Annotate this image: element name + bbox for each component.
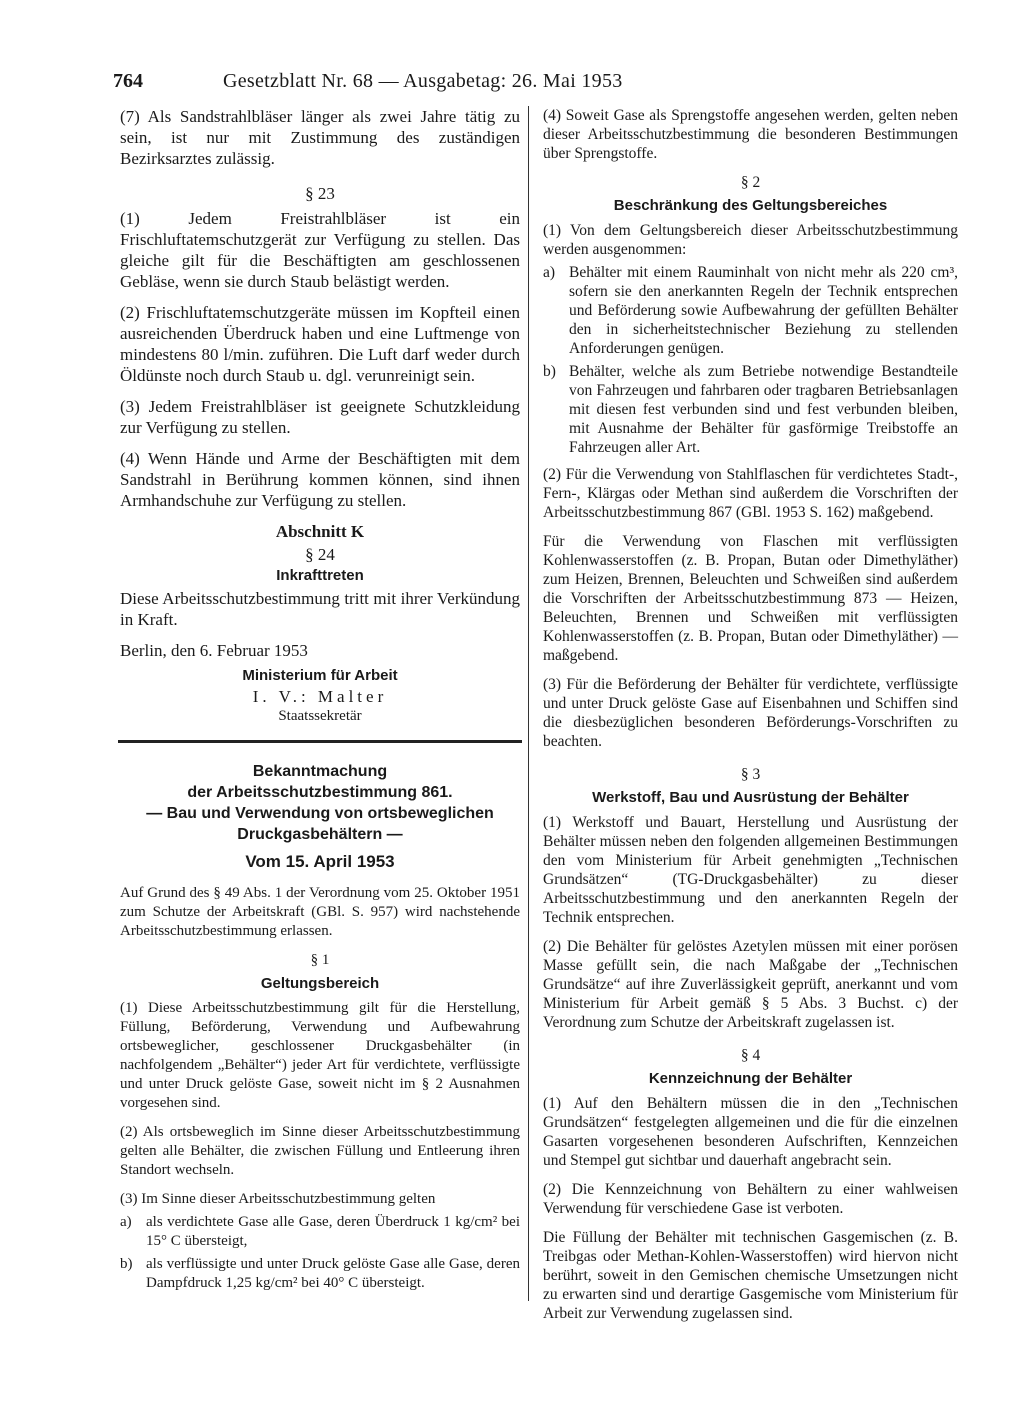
announcement-date: Vom 15. April 1953 <box>245 852 395 871</box>
intro-paragraph: Auf Grund des § 49 Abs. 1 der Verordnung vom 25. Oktober 1951 zum Schutze der Arbeitskraft (GBl. S. 957) wird nachstehende Arbeitsschutzbestimmung erlassen. <box>120 885 520 939</box>
paragraph-3-2: (2) Die Behälter für gelöstes Azetylen müssen mit einer porösen Masse gefüllt sein, die nach Maßgabe der „Technischen Grundsätze“ auf ihre Zuverlässigkeit geprüft, anerkannt und vom Ministerium für Arbeit gemäß § 5 Abs. 3 Buchst. c) der Verordnung zum Schutze der Arbeitskraft zugelassen ist. <box>543 938 958 1031</box>
paragraph-4-3: Die Füllung der Behälter mit technischen Gasgemischen (z. B. Treibgas oder Methan-Kohlen-Wasserstoffen) wird hiervon nicht berührt, soweit in den Gemischen chemische Umsetzungen nicht zu erwarten sind und derartige Gasgemische vom Ministerium für Arbeit zur Verwendung zugelassen sind. <box>543 1229 958 1322</box>
section-separator <box>118 740 522 743</box>
paragraph-1-4: (4) Soweit Gase als Sprengstoffe angesehen werden, gelten neben dieser Arbeitsschutzbestimmung die besonderen Bestimmungen über Sprengstoffe. <box>543 107 958 162</box>
list-text: als verflüssigte und unter Druck gelöste Gase alle Gase, deren Dampfdruck 1,25 kg/cm² bei 40° C übersteigt. <box>146 1256 520 1291</box>
paragraph-24: Diese Arbeitsschutzbestimmung tritt mit ihrer Verkündung in Kraft. <box>120 589 520 629</box>
signer-role: Staatssekretär <box>278 708 362 724</box>
list-text: als verdichtete Gase alle Gase, deren Überdruck 1 kg/cm² bei 15° C übersteigt, <box>146 1214 520 1249</box>
paragraph-3-1: (1) Werkstoff und Bauart, Herstellung und Ausrüstung der Behälter müssen neben den folgenden allgemeinen Bestimmungen den vom Ministerium für Arbeit genehmigten „Technischen Grundsätzen“ (TG-Druckgasbehälter) zu dieser Arbeitsschutzbestimmung und den anerkannten Regeln der Technik entsprechen. <box>543 814 958 926</box>
section-3-heading: § 3 <box>740 766 761 783</box>
column-divider <box>528 106 529 1301</box>
paragraph-23-4: (4) Wenn Hände und Arme der Beschäftigten mit dem Sandstrahl in Berührung kommen können, sind ihnen Armhandschuhe zur Verfügung zu stellen. <box>120 449 520 510</box>
paragraph-23-1: (1) Jedem Freistrahlbläser ist ein Frischluftatemschutzgerät zur Verfügung zu stellen. Das gleiche gilt für die Beschäftigten am geschlossenen Gebläse, wenn sie durch Staub belästigt werden. <box>120 209 520 291</box>
list-item-1b <box>120 1255 520 1293</box>
running-title: Gesetzblatt Nr. 68 — Ausgabetag: 26. Mai 1953 <box>223 70 623 92</box>
section-4-heading: § 4 <box>740 1047 761 1064</box>
paragraph-23-2: (2) Frischluftatemschutzgeräte müssen im Kopfteil einen ausreichenden Überdruck haben und eine Luftmenge von mindestens 80 l/min. zuführen. Die Luft darf weder durch Öldünste noch durch Staub u. dgl. verunreinigt sein. <box>120 303 520 385</box>
paragraph-2-1: (1) Von dem Geltungsbereich dieser Arbeitsschutzbestimmung werden ausgenommen: <box>543 222 958 258</box>
announcement-title-line1: Bekanntmachung <box>252 763 388 780</box>
section-24-heading: § 24 <box>305 545 335 564</box>
announcement-title-line2: der Arbeitsschutzbestimmung 861. <box>187 784 453 801</box>
left-column <box>120 106 520 1297</box>
announcement-title-line4: Druckgasbehältern — <box>237 826 403 843</box>
list-text: Behälter mit einem Rauminhalt von nicht mehr als 220 cm³, sofern sie den anerkannten Regeln der Technik entsprechen und Beförderung sowie Aufbewahrung der gefüllten Behälter den in sicherheitstechnischer Beziehung zu stellenden Anforderungen genügen. <box>569 264 958 357</box>
paragraph-4-2: (2) Die Kennzeichnung von Behältern zu einer wahlweisen Verwendung für verschiedene Gase ist verboten. <box>543 1181 958 1217</box>
page-number: 764 <box>113 70 143 92</box>
paragraph-23-3: (3) Jedem Freistrahlbläser ist geeignete Schutzkleidung zur Verfügung zu stellen. <box>120 397 520 437</box>
ministry-name: Ministerium für Arbeit <box>242 667 398 684</box>
right-column <box>543 106 958 1333</box>
paragraph-2-2b: Für die Verwendung von Flaschen mit verflüssigten Kohlenwasserstoffen (z. B. Propan, Butan oder Dimethyläther) zum Heizen, Brennen, Beleuchten und Schweißen sind außerdem die Vorschriften der Arbeitsschutzbestimmung 873 — Heizen, Beleuchten, Brennen und Schweißen mit verflüssigten Kohlenwasserstoffen (z. B. Propan, Butan oder Dimethyläther) — maßgebend. <box>543 533 958 664</box>
paragraph-4-1: (1) Auf den Behältern müssen die in den „Technischen Grundsätzen“ festgelegten allgemeinen und die für die einzelnen Gasarten vorgesehenen besonderen Aufschriften, Kennzeichen und Stempel gut sichtbar und dauerhaft angebracht sein. <box>543 1095 958 1169</box>
list-label: a) <box>120 1214 132 1230</box>
paragraph-1-3: (3) Im Sinne dieser Arbeitsschutzbestimmung gelten <box>120 1191 436 1207</box>
list-label: b) <box>120 1256 133 1272</box>
section-4-title: Kennzeichnung der Behälter <box>648 1070 853 1087</box>
section-23-heading: § 23 <box>305 184 335 203</box>
paragraph-2-2: (2) Für die Verwendung von Stahlflaschen für verdichtetes Stadt-, Fern-, Klärgas oder Methan sind außerdem die Vorschriften der Arbeitsschutzbestimmung 867 (GBl. 1953 S. 162) maßgebend. <box>543 466 958 521</box>
signer-name: I. V.: Malter <box>252 687 388 706</box>
section-1-heading: § 1 <box>310 952 330 968</box>
announcement-body <box>120 884 520 1293</box>
abschnitt-heading: Abschnitt K <box>275 522 365 541</box>
list-item-1a <box>120 1213 520 1251</box>
place-date: Berlin, den 6. Februar 1953 <box>120 641 308 660</box>
announcement-title-line3: — Bau und Verwendung von ortsbeweglichen <box>146 805 494 822</box>
page-header <box>113 70 765 93</box>
list-item-2b <box>543 362 958 457</box>
paragraph-2-3: (3) Für die Beförderung der Behälter für verdichtete, verflüssigte und unter Druck gelöste Gase auf Eisenbahnen und Schiffen sind die diesbezüglichen besonderen Beförderungs-Vorschriften zu beachten. <box>543 676 958 750</box>
list-label: a) <box>543 264 556 281</box>
section-2-heading: § 2 <box>740 174 761 191</box>
paragraph-22-7: (7) Als Sandstrahlbläser länger als zwei Jahre tätig zu sein, ist nur mit Zustimmung des zuständigen Bezirksarztes zulässig. <box>120 107 520 168</box>
paragraph-1-1: (1) Diese Arbeitsschutzbestimmung gilt für die Herstellung, Füllung, Beförderung, Verwendung und Aufbewahrung ortsbeweglicher, geschlossener Druckgasbehälter (in nachfolgendem „Behälter“) jeder Art für verdichtete, verflüssigte und unter Druck gelöste Gase, soweit nicht im § 2 Ausnahmen vorgesehen sind. <box>120 1000 520 1111</box>
list-item-2a <box>543 263 958 358</box>
section-1-title: Geltungsbereich <box>260 975 380 992</box>
section-3-title: Werkstoff, Bau und Ausrüstung der Behälter <box>592 789 909 806</box>
section-24-title: Inkrafttreten <box>276 567 364 584</box>
list-text: Behälter, welche als zum Betriebe notwendige Bestandteile von Fahrzeugen und fahrbaren oder tragbaren Betriebsanlagen mit diesen fest verbunden sind und fest verbunden bleiben, mit Ausnahme der Behälter für gasförmige Treibstoffe an Fahrzeugen aller Art. <box>569 363 958 456</box>
list-label: b) <box>543 363 556 380</box>
section-2-title: Beschränkung des Geltungsbereiches <box>613 197 888 214</box>
paragraph-1-2: (2) Als ortsbeweglich im Sinne dieser Arbeitsschutzbestimmung gelten alle Behälter, die zwischen Füllung und Entleerung ihren Standort wechseln. <box>120 1124 520 1178</box>
